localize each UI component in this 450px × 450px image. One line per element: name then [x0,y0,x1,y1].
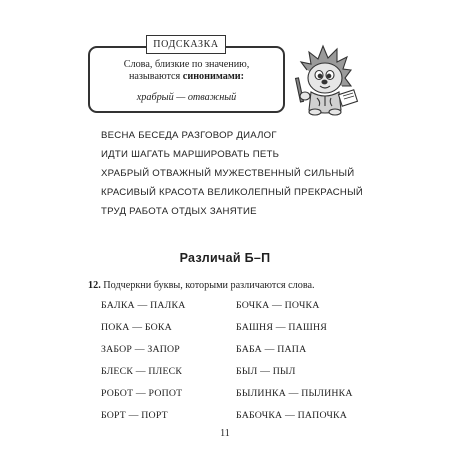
hint-title: ПОДСКАЗКА [146,35,226,54]
hint-example: храбрый — отважный [136,92,237,103]
page-number: 11 [220,428,230,439]
hint-line-2-text: называются [128,71,183,82]
word-pair-right: БАШНЯ — ПАШНЯ [236,322,328,333]
hint-term: синонимами: [182,71,245,82]
word-row: КРАСИВЫЙ КРАСОТА ВЕЛИКОЛЕПНЫЙ ПРЕКРАСНЫЙ [101,187,363,198]
word-pair-right: БАБА — ПАПА [236,344,307,355]
word-pair-left: БАЛКА — ПАЛКА [101,300,186,311]
section-title: Различай Б–П [179,251,271,265]
word-pair-right: БЫЛ — ПЫЛ [236,366,296,377]
word-pair-right: БОЧКА — ПОЧКА [236,300,320,311]
hint-line-1: Слова, близкие по значению, [123,59,250,70]
word-pair-left: БЛЕСК — ПЛЕСК [101,366,183,377]
word-row: ТРУД РАБОТА ОТДЫХ ЗАНЯТИЕ [101,206,257,217]
hedgehog-illustration [285,40,365,118]
word-pair-left: ПОКА — БОКА [101,322,172,333]
task-12 [88,280,315,291]
word-pair-left: ЗАБОР — ЗАПОР [101,344,180,355]
word-pair-left: БОРТ — ПОРТ [101,410,168,421]
task-text: Подчеркни буквы, которыми различаются слова. [103,280,315,291]
word-pair-left: РОБОТ — РОПОТ [101,388,183,399]
hint-line-2 [88,71,285,82]
task-number: 12. [88,280,101,291]
word-pair-right: БЫЛИНКА — ПЫЛИНКА [236,388,353,399]
word-pair-right: БАБОЧКА — ПАПОЧКА [236,410,348,421]
word-row: ИДТИ ШАГАТЬ МАРШИРОВАТЬ ПЕТЬ [101,149,280,160]
word-row: ВЕСНА БЕСЕДА РАЗГОВОР ДИАЛОГ [101,130,277,141]
word-row: ХРАБРЫЙ ОТВАЖНЫЙ МУЖЕСТВЕННЫЙ СИЛЬНЫЙ [101,168,355,179]
